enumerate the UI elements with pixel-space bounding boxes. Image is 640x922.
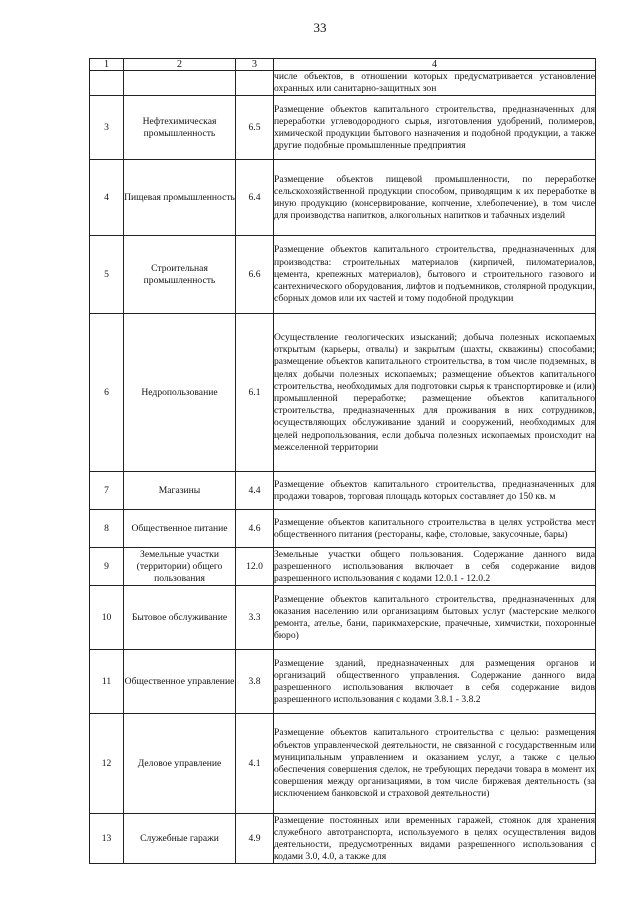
header-col-2: 2: [124, 59, 236, 71]
row-number: 12: [90, 714, 124, 814]
row-description: числе объектов, в отношении которых предусматривается установление охранных или санитарно-защитных зон: [274, 71, 595, 95]
row-number: 6: [90, 314, 124, 472]
table-row: [90, 714, 596, 814]
row-name: Магазины: [124, 472, 236, 510]
row-number: 10: [90, 586, 124, 650]
table-row: [90, 160, 596, 236]
header-col-3: 3: [236, 59, 274, 71]
header-col-4: 4: [274, 59, 596, 71]
row-description: Размещение постоянных или временных гаражей, стоянок для хранения служебного автотранспорта, используемого в целях осуществления видов деятельности, предусмотренных видами разрешенного использования с кодами 3.0, 4.0, а также для: [274, 814, 595, 863]
table-row: [90, 314, 596, 472]
page-number: 33: [313, 20, 327, 35]
row-code: 6.5: [236, 96, 274, 160]
row-number: 9: [90, 548, 124, 586]
row-name: [124, 71, 236, 96]
row-code: 4.1: [236, 714, 274, 814]
table-header-row: [90, 59, 596, 71]
row-code: 6.1: [236, 314, 274, 472]
table-row: [90, 650, 596, 714]
row-number: 13: [90, 814, 124, 864]
table-row: [90, 71, 596, 96]
table-row: [90, 814, 596, 864]
row-name: Служебные гаражи: [124, 814, 236, 864]
row-description: Размещение объектов капитального строительства, предназначенных для производства: строительных материалов (кирпичей, пиломатериалов, цемента, крепежных материалов), бытового и строительного газового и сантехнического оборудования, лифтов и подъемников, столярной продукции, сборных домов или их частей и тому подобной продукции: [274, 236, 596, 314]
table-row: [90, 236, 596, 314]
row-code: 4.4: [236, 472, 274, 510]
row-name: Деловое управление: [124, 714, 236, 814]
land-use-table: [89, 58, 596, 864]
row-name: Нефтехимическая промышленность: [124, 96, 236, 160]
row-number: 5: [90, 236, 124, 314]
row-code: 4.6: [236, 510, 274, 548]
row-description: Размещение объектов капитального строительства в целях устройства мест общественного питания (рестораны, кафе, столовые, закусочные, бары): [274, 510, 596, 548]
row-code: 3.3: [236, 586, 274, 650]
row-name: Строительная промышленность: [124, 236, 236, 314]
row-code: 3.8: [236, 650, 274, 714]
row-code: [236, 71, 274, 96]
row-description: Осуществление геологических изысканий; добыча полезных ископаемых открытым (карьеры, отвалы) и закрытым (шахты, скважины) способами; размещение объектов капитального строительства, в том числе подземных, в целях добычи полезных ископаемых; размещение объектов капитального строительства, необходимых для подготовки сырья к транспортировке и (или) промышленной переработке; размещение объектов капитального строительства, предназначенных для проживания в них сотрудников, осуществляющих обслуживание зданий и сооружений, необходимых для целей недропользования, если добыча полезных ископаемых происходит на межселенной территории: [274, 314, 596, 472]
row-number: 8: [90, 510, 124, 548]
table-row: [90, 96, 596, 160]
row-code: 6.4: [236, 160, 274, 236]
row-name: Общественное управление: [124, 650, 236, 714]
row-description: Земельные участки общего пользования. Содержание данного вида разрешенного использования включает в себя содержание видов разрешенного использования с кодами 12.0.1 - 12.0.2: [274, 548, 595, 584]
row-number: [90, 71, 124, 96]
row-number: 4: [90, 160, 124, 236]
row-name: Бытовое обслуживание: [124, 586, 236, 650]
table-row: [90, 548, 596, 586]
table-row: [90, 510, 596, 548]
row-description: Размещение объектов капитального строительства, предназначенных для переработки углеводородного сырья, изготовления удобрений, полимеров, химической продукции бытового назначения и подобной продукции, а также другие подобные промышленные предприятия: [274, 96, 596, 160]
row-code: 4.9: [236, 814, 274, 864]
row-description: Размещение объектов пищевой промышленности, по переработке сельскохозяйственной продукции способом, приводящим к их переработке в иную продукцию (консервирование, копчение, хлебопечение), в том числе для производства напитков, алкогольных напитков и табачных изделий: [274, 160, 596, 236]
row-name: Земельные участки (территории) общего пользования: [124, 548, 236, 586]
row-name: Недропользование: [124, 314, 236, 472]
row-number: 7: [90, 472, 124, 510]
row-code: 12.0: [236, 548, 274, 586]
row-description: Размещение объектов капитального строительства, предназначенных для продажи товаров, торговая площадь которых составляет до 150 кв. м: [274, 472, 596, 510]
table-row: [90, 586, 596, 650]
row-number: 11: [90, 650, 124, 714]
table-row: [90, 472, 596, 510]
row-description: Размещение объектов капитального строительства, предназначенных для оказания населению или организациям бытовых услуг (мастерские мелкого ремонта, ателье, бани, парикмахерские, прачечные, химчистки, похоронные бюро): [274, 586, 596, 650]
row-code: 6.6: [236, 236, 274, 314]
row-description: Размещение объектов капитального строительства с целью: размещения объектов управленческой деятельности, не связанной с государственным или муниципальным управлением и оказанием услуг, а также с целью обеспечения совершения сделок, не требующих передачи товара в момент их совершения между организациями, в том числе биржевая деятельность (за исключением банковской и страховой деятельности): [274, 714, 596, 814]
row-name: Пищевая промышленность: [124, 160, 236, 236]
header-col-1: 1: [90, 59, 124, 71]
row-description: Размещение зданий, предназначенных для размещения органов и организаций общественного управления. Содержание данного вида разрешенного использования включает в себя содержание видов разрешенного использования с кодами 3.8.1 - 3.8.2: [274, 650, 596, 714]
row-number: 3: [90, 96, 124, 160]
row-name: Общественное питание: [124, 510, 236, 548]
